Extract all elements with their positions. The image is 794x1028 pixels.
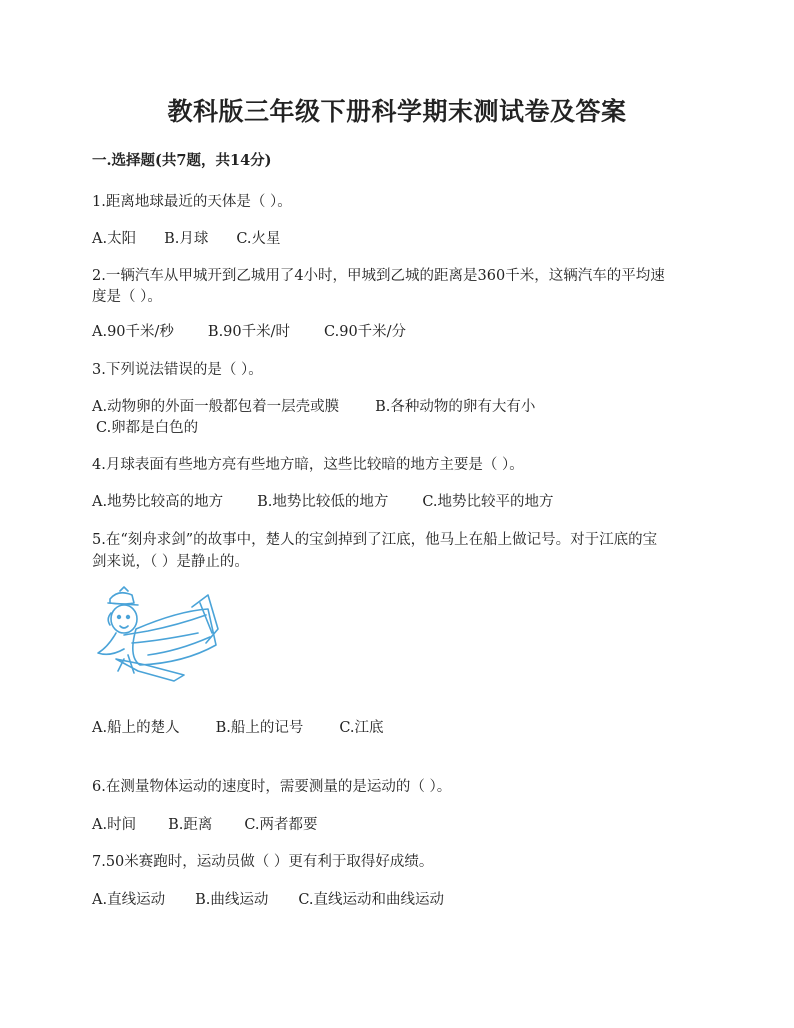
option-a: A.船上的楚人: [92, 720, 180, 736]
question-5-stem-line2: 剑来说，（ ）是静止的。: [92, 554, 249, 570]
question-6-stem: 6.在测量物体运动的速度时，需要测量的是运动的（ ）。: [92, 779, 452, 795]
question-3-options-line1: [92, 395, 563, 416]
question-2-stem-line1: 2.一辆汽车从甲城开到乙城用了4小时，甲城到乙城的距离是360千米，这辆汽车的平均速: [92, 268, 665, 284]
option-b: B.月球: [164, 231, 209, 247]
option-a: A.地势比较高的地方: [92, 494, 224, 510]
option-b: B.船上的记号: [215, 720, 304, 736]
option-c: C.两者都要: [244, 817, 318, 833]
option-c: C.江底: [339, 720, 384, 736]
option-c: C.卵都是白色的: [96, 420, 199, 436]
question-7-stem: 7.50米赛跑时，运动员做（ ）更有利于取得好成绩。: [92, 854, 434, 870]
question-1-stem: 1.距离地球最近的天体是（ ）。: [92, 194, 292, 210]
question-6-options: [92, 813, 346, 834]
option-b: B.各种动物的卵有大有小: [375, 399, 536, 415]
question-4-stem: 4.月球表面有些地方亮有些地方暗，这些比较暗的地方主要是（ ）。: [92, 457, 524, 473]
option-c: C.90千米/分: [324, 324, 407, 340]
option-a: A.直线运动: [92, 892, 166, 908]
boat-sword-illustration: [88, 585, 240, 689]
option-b: B.90千米/时: [207, 324, 291, 340]
exam-title: 教科版三年级下册科学期末测试卷及答案: [167, 97, 627, 126]
option-b: B.地势比较低的地方: [257, 494, 389, 510]
question-5-stem-line1: 5.在“刻舟求剑”的故事中，楚人的宝剑掉到了江底，他马上在船上做记号。对于江底的宝: [92, 532, 658, 548]
option-b: B.曲线运动: [195, 892, 269, 908]
question-3-stem: 3.下列说法错误的是（ ）。: [92, 362, 263, 378]
option-a: A.动物卵的外面一般都包着一层壳或膜: [92, 399, 340, 415]
question-2-stem-line2: 度是（ ）。: [92, 289, 162, 305]
question-5-options: [92, 716, 412, 737]
option-b: B.距离: [168, 817, 213, 833]
question-3-options-line2: [96, 416, 226, 437]
option-c: C.地势比较平的地方: [422, 494, 554, 510]
option-a: A.时间: [92, 817, 137, 833]
question-4-options: [92, 490, 582, 511]
option-c: C.直线运动和曲线运动: [298, 892, 445, 908]
question-2-options: [92, 320, 434, 341]
question-7-options: [92, 888, 472, 909]
section-heading: 一.选择题(共7题，共14分): [92, 152, 272, 169]
option-a: A.太阳: [92, 231, 137, 247]
option-c: C.火星: [236, 231, 281, 247]
question-1-options: [92, 227, 309, 248]
option-a: A.90千米/秒: [92, 324, 174, 340]
